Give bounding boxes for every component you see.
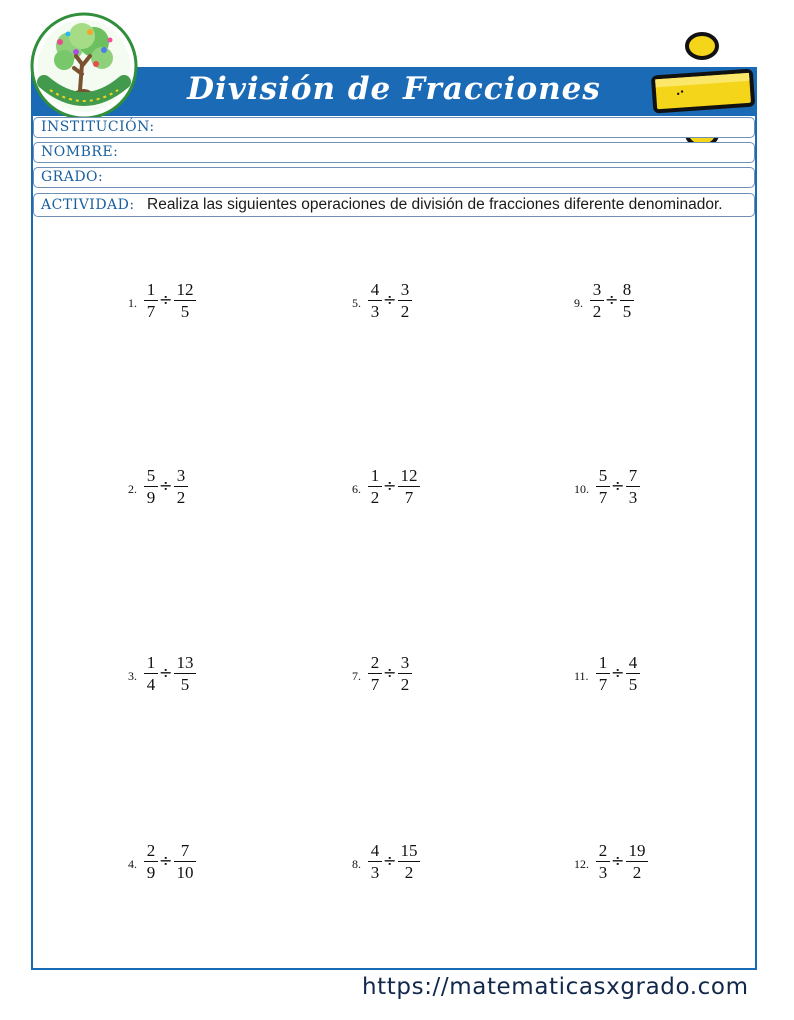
institution-field[interactable]	[33, 117, 755, 138]
problem-number: 8.	[352, 857, 361, 871]
activity-instructions: Realiza las siguientes operaciones de división de fracciones diferente denominador.	[147, 196, 723, 213]
fraction-a	[590, 280, 604, 323]
denominator: 2	[400, 302, 410, 321]
divide-operator: ÷	[611, 851, 625, 870]
numerator: 8	[622, 280, 632, 299]
fraction-b	[398, 466, 420, 509]
denominator: 7	[370, 675, 380, 694]
numerator: 4	[370, 280, 380, 299]
denominator: 2	[592, 302, 602, 321]
numerator: 19	[628, 841, 646, 860]
page-title: División de Fracciones	[187, 71, 601, 107]
numerator: 3	[400, 653, 410, 672]
denominator: 4	[146, 675, 156, 694]
denominator: 7	[146, 302, 156, 321]
numerator: 7	[180, 841, 190, 860]
name-label: NOMBRE:	[41, 144, 119, 160]
problem-number: 9.	[574, 296, 583, 310]
numerator: 12	[400, 466, 418, 485]
numerator: 4	[370, 841, 380, 860]
fraction-b	[398, 280, 412, 323]
denominator: 2	[632, 863, 642, 882]
divide-operator: ÷	[383, 476, 397, 495]
name-field[interactable]	[33, 142, 755, 163]
fraction-a	[144, 841, 158, 884]
denominator: 3	[370, 302, 380, 321]
divide-operator: ÷	[611, 663, 625, 682]
fraction-a	[368, 841, 382, 884]
fraction-a	[596, 466, 610, 509]
denominator: 5	[180, 675, 190, 694]
denominator: 5	[622, 302, 632, 321]
numerator: 2	[598, 841, 608, 860]
fraction-b	[174, 280, 196, 323]
fraction-b	[626, 466, 640, 509]
denominator: 7	[404, 488, 414, 507]
denominator: 2	[400, 675, 410, 694]
denominator: 2	[404, 863, 414, 882]
denominator: 9	[146, 488, 156, 507]
problem-number: 5.	[352, 296, 361, 310]
fraction-a	[596, 841, 610, 884]
fraction-a	[144, 653, 158, 696]
denominator: 3	[598, 863, 608, 882]
fraction-b	[398, 653, 412, 696]
denominator: 2	[370, 488, 380, 507]
divide-operator: ÷	[383, 663, 397, 682]
numerator: 1	[370, 466, 380, 485]
problem-number: 12.	[574, 857, 589, 871]
numerator: 1	[146, 280, 156, 299]
denominator: 3	[628, 488, 638, 507]
fraction-a	[144, 466, 158, 509]
numerator: 15	[400, 841, 418, 860]
footer-url[interactable]: https://matematicasxgrado.com	[362, 974, 749, 1000]
fraction-a	[368, 280, 382, 323]
problem-number: 4.	[128, 857, 137, 871]
denominator: 10	[176, 863, 194, 882]
fraction-a	[596, 653, 610, 696]
denominator: 5	[180, 302, 190, 321]
activity-field	[33, 193, 755, 217]
numerator: 3	[400, 280, 410, 299]
problem-number: 11.	[574, 669, 589, 683]
institution-label: INSTITUCIÓN:	[41, 119, 155, 135]
logo	[30, 12, 138, 120]
activity-label: ACTIVIDAD:	[41, 197, 135, 213]
numerator: 3	[176, 466, 186, 485]
numerator: 2	[370, 653, 380, 672]
numerator: 13	[176, 653, 194, 672]
numerator: 4	[628, 653, 638, 672]
divide-operator: ÷	[605, 290, 619, 309]
divide-operator: ÷	[611, 476, 625, 495]
numerator: 7	[628, 466, 638, 485]
fraction-b	[174, 653, 196, 696]
denominator: 9	[146, 863, 156, 882]
denominator: 2	[176, 488, 186, 507]
denominator: 7	[598, 488, 608, 507]
denominator: 5	[628, 675, 638, 694]
problem-number: 2.	[128, 482, 137, 496]
denominator: 3	[370, 863, 380, 882]
fraction-b	[174, 466, 188, 509]
problem-number: 7.	[352, 669, 361, 683]
fraction-a	[368, 466, 382, 509]
fraction-a	[144, 280, 158, 323]
numerator: 1	[598, 653, 608, 672]
numerator: 5	[146, 466, 156, 485]
problem-number: 10.	[574, 482, 589, 496]
grade-label: GRADO:	[41, 169, 104, 185]
divide-operator: ÷	[159, 476, 173, 495]
problem-number: 3.	[128, 669, 137, 683]
fraction-b	[174, 841, 196, 884]
fraction-b	[398, 841, 420, 884]
divide-operator: ÷	[383, 851, 397, 870]
fraction-a	[368, 653, 382, 696]
fraction-b	[620, 280, 634, 323]
numerator: 5	[598, 466, 608, 485]
problem-number: 1.	[128, 296, 137, 310]
divide-operator: ÷	[383, 290, 397, 309]
fraction-b	[626, 841, 648, 884]
numerator: 1	[146, 653, 156, 672]
divide-operator: ÷	[159, 290, 173, 309]
grade-field[interactable]	[33, 167, 755, 188]
fraction-b	[626, 653, 640, 696]
numerator: 2	[146, 841, 156, 860]
numerator: 3	[592, 280, 602, 299]
divide-operator: ÷	[159, 663, 173, 682]
problem-number: 6.	[352, 482, 361, 496]
numerator: 12	[176, 280, 194, 299]
denominator: 7	[598, 675, 608, 694]
divide-operator: ÷	[159, 851, 173, 870]
